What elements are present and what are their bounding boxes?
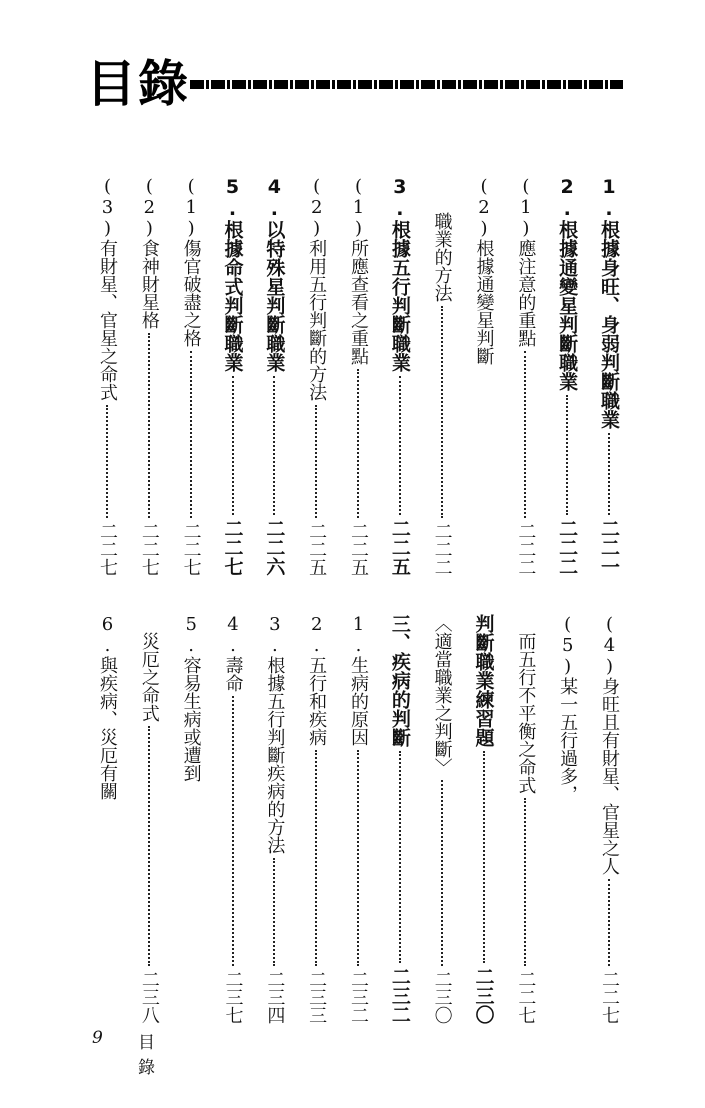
dot-leader	[566, 395, 568, 515]
toc-entry-page: 二二二	[556, 519, 579, 576]
toc-entry-page: 二三八	[138, 970, 160, 1024]
toc-entry-title: 1.根據身旺、身弱判斷職業	[598, 176, 620, 429]
toc-entry	[423, 614, 461, 1024]
toc-entry-title: (1)傷官破盡之格	[180, 176, 202, 347]
toc-entry-page: 二二五	[306, 522, 328, 576]
toc-entry	[88, 614, 126, 1024]
toc-entry	[297, 176, 335, 576]
toc-entry-page: 二二二	[431, 522, 453, 576]
toc-entry-page: 二二六	[263, 519, 286, 576]
toc-entry-title: 5.根據命式判斷職業	[221, 176, 244, 372]
toc-entry-title: (4)身旺且有財星、官星之人	[599, 614, 620, 875]
dot-leader	[315, 405, 317, 518]
toc-entry	[548, 176, 586, 576]
toc-entry	[548, 614, 586, 1024]
toc-entry-title: (2)根據通變星判斷	[473, 176, 495, 365]
toc-entry-page: 二三二	[348, 970, 369, 1024]
page-title: 目錄	[86, 55, 190, 113]
toc-entry-page: 二二二	[515, 522, 537, 576]
toc-entry	[130, 176, 168, 576]
toc-entry-title: (2)食神財星格	[138, 176, 160, 329]
toc-bottom-section	[88, 614, 628, 1024]
toc-entry-page: 二二七	[599, 970, 620, 1024]
dot-leader	[148, 333, 150, 518]
toc-entry-title: (3)有財星、官星之命式	[97, 176, 118, 401]
toc-entry-title: 1.生病的原因	[348, 614, 369, 746]
toc-entry-title: (5)某一五行過多，	[557, 614, 579, 803]
toc-entry	[465, 614, 503, 1024]
toc-entry	[590, 176, 628, 576]
toc-entry	[172, 614, 210, 1024]
toc-entry-title: 5.容易生病或遭到	[180, 614, 202, 782]
toc-entry	[214, 176, 252, 576]
dot-leader	[106, 405, 108, 518]
toc-entry-page: 二二五	[348, 522, 369, 576]
toc-entry-title: (1)應注意的重點	[515, 176, 537, 347]
toc-entry	[381, 176, 419, 576]
toc-entry-title: 4.以特殊星判斷職業	[263, 176, 286, 372]
toc-entry	[590, 614, 628, 1024]
toc-entry-title: 4.壽命	[222, 614, 244, 692]
dot-leader	[524, 351, 526, 518]
toc-entry-title: 災厄之命式	[138, 614, 160, 722]
toc-entry	[506, 176, 544, 576]
toc-entry-title: (2)利用五行判斷的方法	[306, 176, 328, 401]
toc-entry-page: 二二七	[515, 970, 537, 1024]
dot-leader	[524, 798, 526, 966]
toc-entry	[255, 614, 293, 1024]
toc-entry-title: 〈適當職業之判斷〉	[431, 614, 453, 776]
toc-entry-title: 3.根據五行判斷疾病的方法	[264, 614, 286, 854]
toc-entry-page: 二三〇	[472, 967, 495, 1024]
toc-entry-page: 二三二	[388, 967, 411, 1024]
toc-entry	[465, 176, 503, 576]
toc-entry-title: 2.五行和疾病	[306, 614, 328, 746]
toc-entry-page: 二二五	[388, 519, 411, 576]
toc-entry	[297, 614, 335, 1024]
dot-leader	[232, 696, 234, 966]
toc-entry-title: (1)所應查看之重點	[348, 176, 369, 365]
toc-entry	[88, 176, 126, 576]
toc-entry-page: 二三〇	[431, 970, 453, 1024]
toc-entry	[339, 176, 377, 576]
toc-entry-page: 二二七	[97, 522, 118, 576]
dot-leader	[608, 433, 610, 515]
toc-entry-title: 判斷職業練習題	[472, 614, 495, 747]
dot-leader	[441, 306, 443, 518]
toc-entry	[381, 614, 419, 1024]
toc-entry-page: 二二一	[598, 519, 620, 576]
dot-leader	[608, 879, 610, 966]
toc-entry-title: 而五行不平衡之命式	[515, 614, 537, 794]
toc-entry-page: 二三四	[264, 970, 286, 1024]
toc-entry	[339, 614, 377, 1024]
toc-entry-page: 二三三	[306, 970, 328, 1024]
page-number: 9	[92, 1028, 103, 1048]
dot-leader	[273, 858, 275, 966]
dot-leader	[441, 780, 443, 966]
dot-leader	[315, 750, 317, 966]
toc-entry	[214, 614, 252, 1024]
dot-leader	[399, 376, 401, 515]
toc-top-section	[88, 176, 628, 576]
dot-leader	[357, 750, 359, 966]
dot-leader	[357, 369, 359, 518]
toc-entry-page: 二三七	[222, 970, 244, 1024]
dot-leader	[232, 376, 234, 515]
title-rule	[190, 80, 623, 89]
toc-entry-page: 二二七	[180, 522, 202, 576]
toc-header	[86, 50, 626, 120]
dot-leader	[273, 376, 275, 515]
toc-entry-page: 二二七	[138, 522, 160, 576]
toc-entry	[506, 614, 544, 1024]
dot-leader	[399, 751, 401, 963]
toc-entry	[423, 176, 461, 576]
dot-leader	[483, 751, 485, 963]
toc-entry-title: 3.根據五行判斷職業	[388, 176, 411, 372]
toc-entry-title: 6.與疾病、災厄有關	[97, 614, 118, 800]
toc-entry-title: 職業的方法	[431, 176, 453, 302]
toc-entry	[130, 614, 168, 1024]
footer-title: 目錄	[138, 1033, 159, 1078]
toc-entry	[255, 176, 293, 576]
toc-entry-title: 2.根據通變星判斷職業	[556, 176, 579, 391]
toc-entry-title: 三、疾病的判斷	[388, 614, 411, 747]
dot-leader	[148, 726, 150, 966]
toc-entry-page: 二二七	[221, 519, 244, 576]
toc-entry	[172, 176, 210, 576]
dot-leader	[190, 351, 192, 518]
